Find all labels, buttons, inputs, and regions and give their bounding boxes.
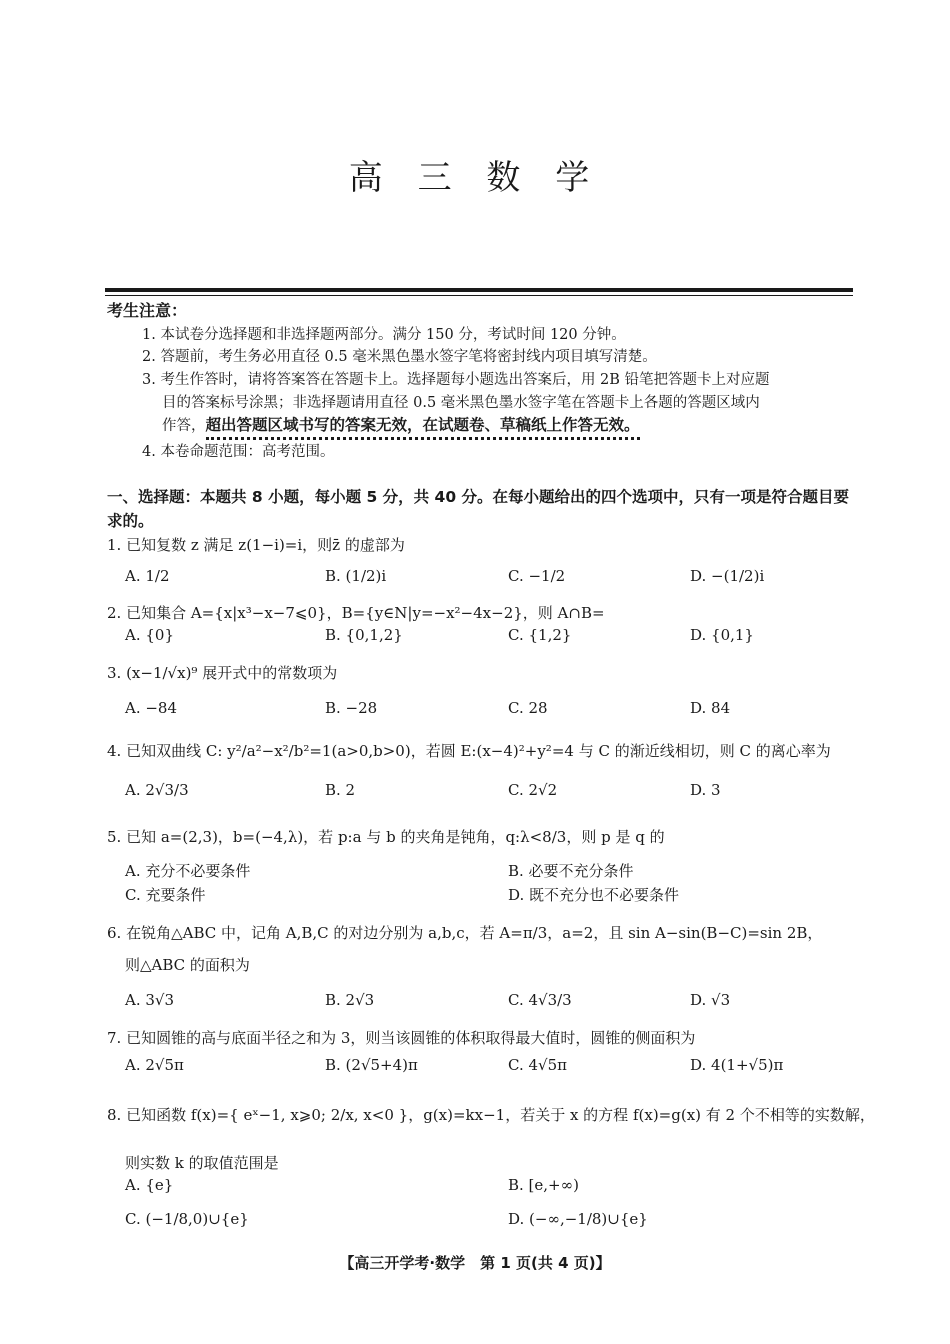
question-6-stem: 6. 在锐角△ABC 中，记角 A,B,C 的对边分别为 a,b,c，若 A=π/3，a=2，且 sin A−sin(B−C)=sin 2B， <box>107 924 823 942</box>
q3-option-c: C. 28 <box>508 699 548 717</box>
q4-option-c: C. 2√2 <box>508 781 558 799</box>
q3-option-a: A. −84 <box>125 699 178 717</box>
q3-option-d: D. 84 <box>690 699 731 717</box>
notice-emphasis: 超出答题区域书写的答案无效，在试题卷、草稿纸上作答无效。 <box>206 416 640 440</box>
q2-option-c: C. {1,2} <box>508 626 572 644</box>
question-7-stem: 7. 已知圆锥的高与底面半径之和为 3，则当该圆锥的体积取得最大值时，圆锥的侧面积为 <box>107 1029 696 1047</box>
question-1-stem: 1. 已知复数 z 满足 z(1−i)=i，则z̄ 的虚部为 <box>107 536 405 554</box>
section-heading-line1: 一、选择题：本题共 8 小题，每小题 5 分，共 40 分。在每小题给出的四个选项中，只有一项是符合题目要 <box>107 488 850 506</box>
q6-option-c: C. 4√3/3 <box>508 991 572 1009</box>
page-footer: 【高三开学考·数学 第 1 页(共 4 页)】 <box>339 1254 611 1272</box>
notice-item-2: 2. 答题前，考生务必用直径 0.5 毫米黑色墨水签字笔将密封线内项目填写清楚。 <box>142 349 657 365</box>
q2-option-a: A. {0} <box>125 626 174 644</box>
q2-option-b: B. {0,1,2} <box>325 626 403 644</box>
notice-item-3-cont2 <box>162 413 640 435</box>
q5-option-b: B. 必要不充分条件 <box>508 862 634 880</box>
question-4-stem: 4. 已知双曲线 C: y²/a²−x²/b²=1(a>0,b>0)，若圆 E:(x−4)²+y²=4 与 C 的渐近线相切，则 C 的离心率为 <box>107 742 831 760</box>
q8-option-a: A. {e} <box>125 1176 174 1194</box>
q1-option-b: B. (1/2)i <box>325 567 387 585</box>
question-6-stem-cont: 则△ABC 的面积为 <box>125 956 250 974</box>
q7-option-c: C. 4√5π <box>508 1056 567 1074</box>
page-title: 高 三 数 学 <box>348 158 602 198</box>
notice-item-3: 3. 考生作答时，请将答案答在答题卡上。选择题每小题选出答案后，用 2B 铅笔把答题卡上对应题 <box>142 372 770 388</box>
q5-option-d: D. 既不充分也不必要条件 <box>508 886 680 904</box>
notice-item-3-cont: 目的答案标号涂黑；非选择题请用直径 0.5 毫米黑色墨水签字笔在答题卡上各题的答题区域内 <box>162 395 760 411</box>
q7-option-b: B. (2√5+4)π <box>325 1056 418 1074</box>
header-rule-thick <box>105 288 853 292</box>
q5-option-c: C. 充要条件 <box>125 886 206 904</box>
q1-option-d: D. −(1/2)i <box>690 567 765 585</box>
q8-option-c: C. (−1/8,0)∪{e} <box>125 1210 249 1228</box>
q5-option-a: A. 充分不必要条件 <box>125 862 251 880</box>
header-rule-thin <box>105 295 853 296</box>
q7-option-a: A. 2√5π <box>125 1056 184 1074</box>
q4-option-d: D. 3 <box>690 781 721 799</box>
q2-option-d: D. {0,1} <box>690 626 754 644</box>
question-2-stem: 2. 已知集合 A={x|x³−x−7⩽0}，B={y∈N|y=−x²−4x−2}，则 A∩B= <box>107 604 605 622</box>
q7-option-d: D. 4(1+√5)π <box>690 1056 784 1074</box>
q1-option-a: A. 1/2 <box>125 567 170 585</box>
question-8-stem: 8. 已知函数 f(x)={ eˣ−1, x⩾0; 2/x, x<0 }，g(x)=kx−1，若关于 x 的方程 f(x)=g(x) 有 2 个不相等的实数解， <box>107 1106 875 1124</box>
q8-option-d: D. (−∞,−1/8)∪{e} <box>508 1210 648 1228</box>
q6-option-d: D. √3 <box>690 991 731 1009</box>
notice-item-1: 1. 本试卷分选择题和非选择题两部分。满分 150 分，考试时间 120 分钟。 <box>142 327 626 343</box>
question-5-stem: 5. 已知 a=(2,3)，b=(−4,λ)，若 p:a 与 b 的夹角是钝角，q:λ<8/3，则 p 是 q 的 <box>107 828 665 846</box>
q6-option-b: B. 2√3 <box>325 991 375 1009</box>
q1-option-c: C. −1/2 <box>508 567 566 585</box>
q6-option-a: A. 3√3 <box>125 991 175 1009</box>
q3-option-b: B. −28 <box>325 699 378 717</box>
notice-item-3-tail: 作答， <box>162 418 206 434</box>
question-8-stem-cont: 则实数 k 的取值范围是 <box>125 1154 279 1172</box>
question-3-stem: 3. (x−1/√x)⁹ 展开式中的常数项为 <box>107 664 338 682</box>
q4-option-b: B. 2 <box>325 781 356 799</box>
section-heading-line2: 求的。 <box>107 512 154 530</box>
q4-option-a: A. 2√3/3 <box>125 781 189 799</box>
notice-item-4: 4. 本卷命题范围：高考范围。 <box>142 444 335 460</box>
notice-heading: 考生注意： <box>107 301 188 320</box>
q8-option-b: B. [e,+∞) <box>508 1176 579 1194</box>
